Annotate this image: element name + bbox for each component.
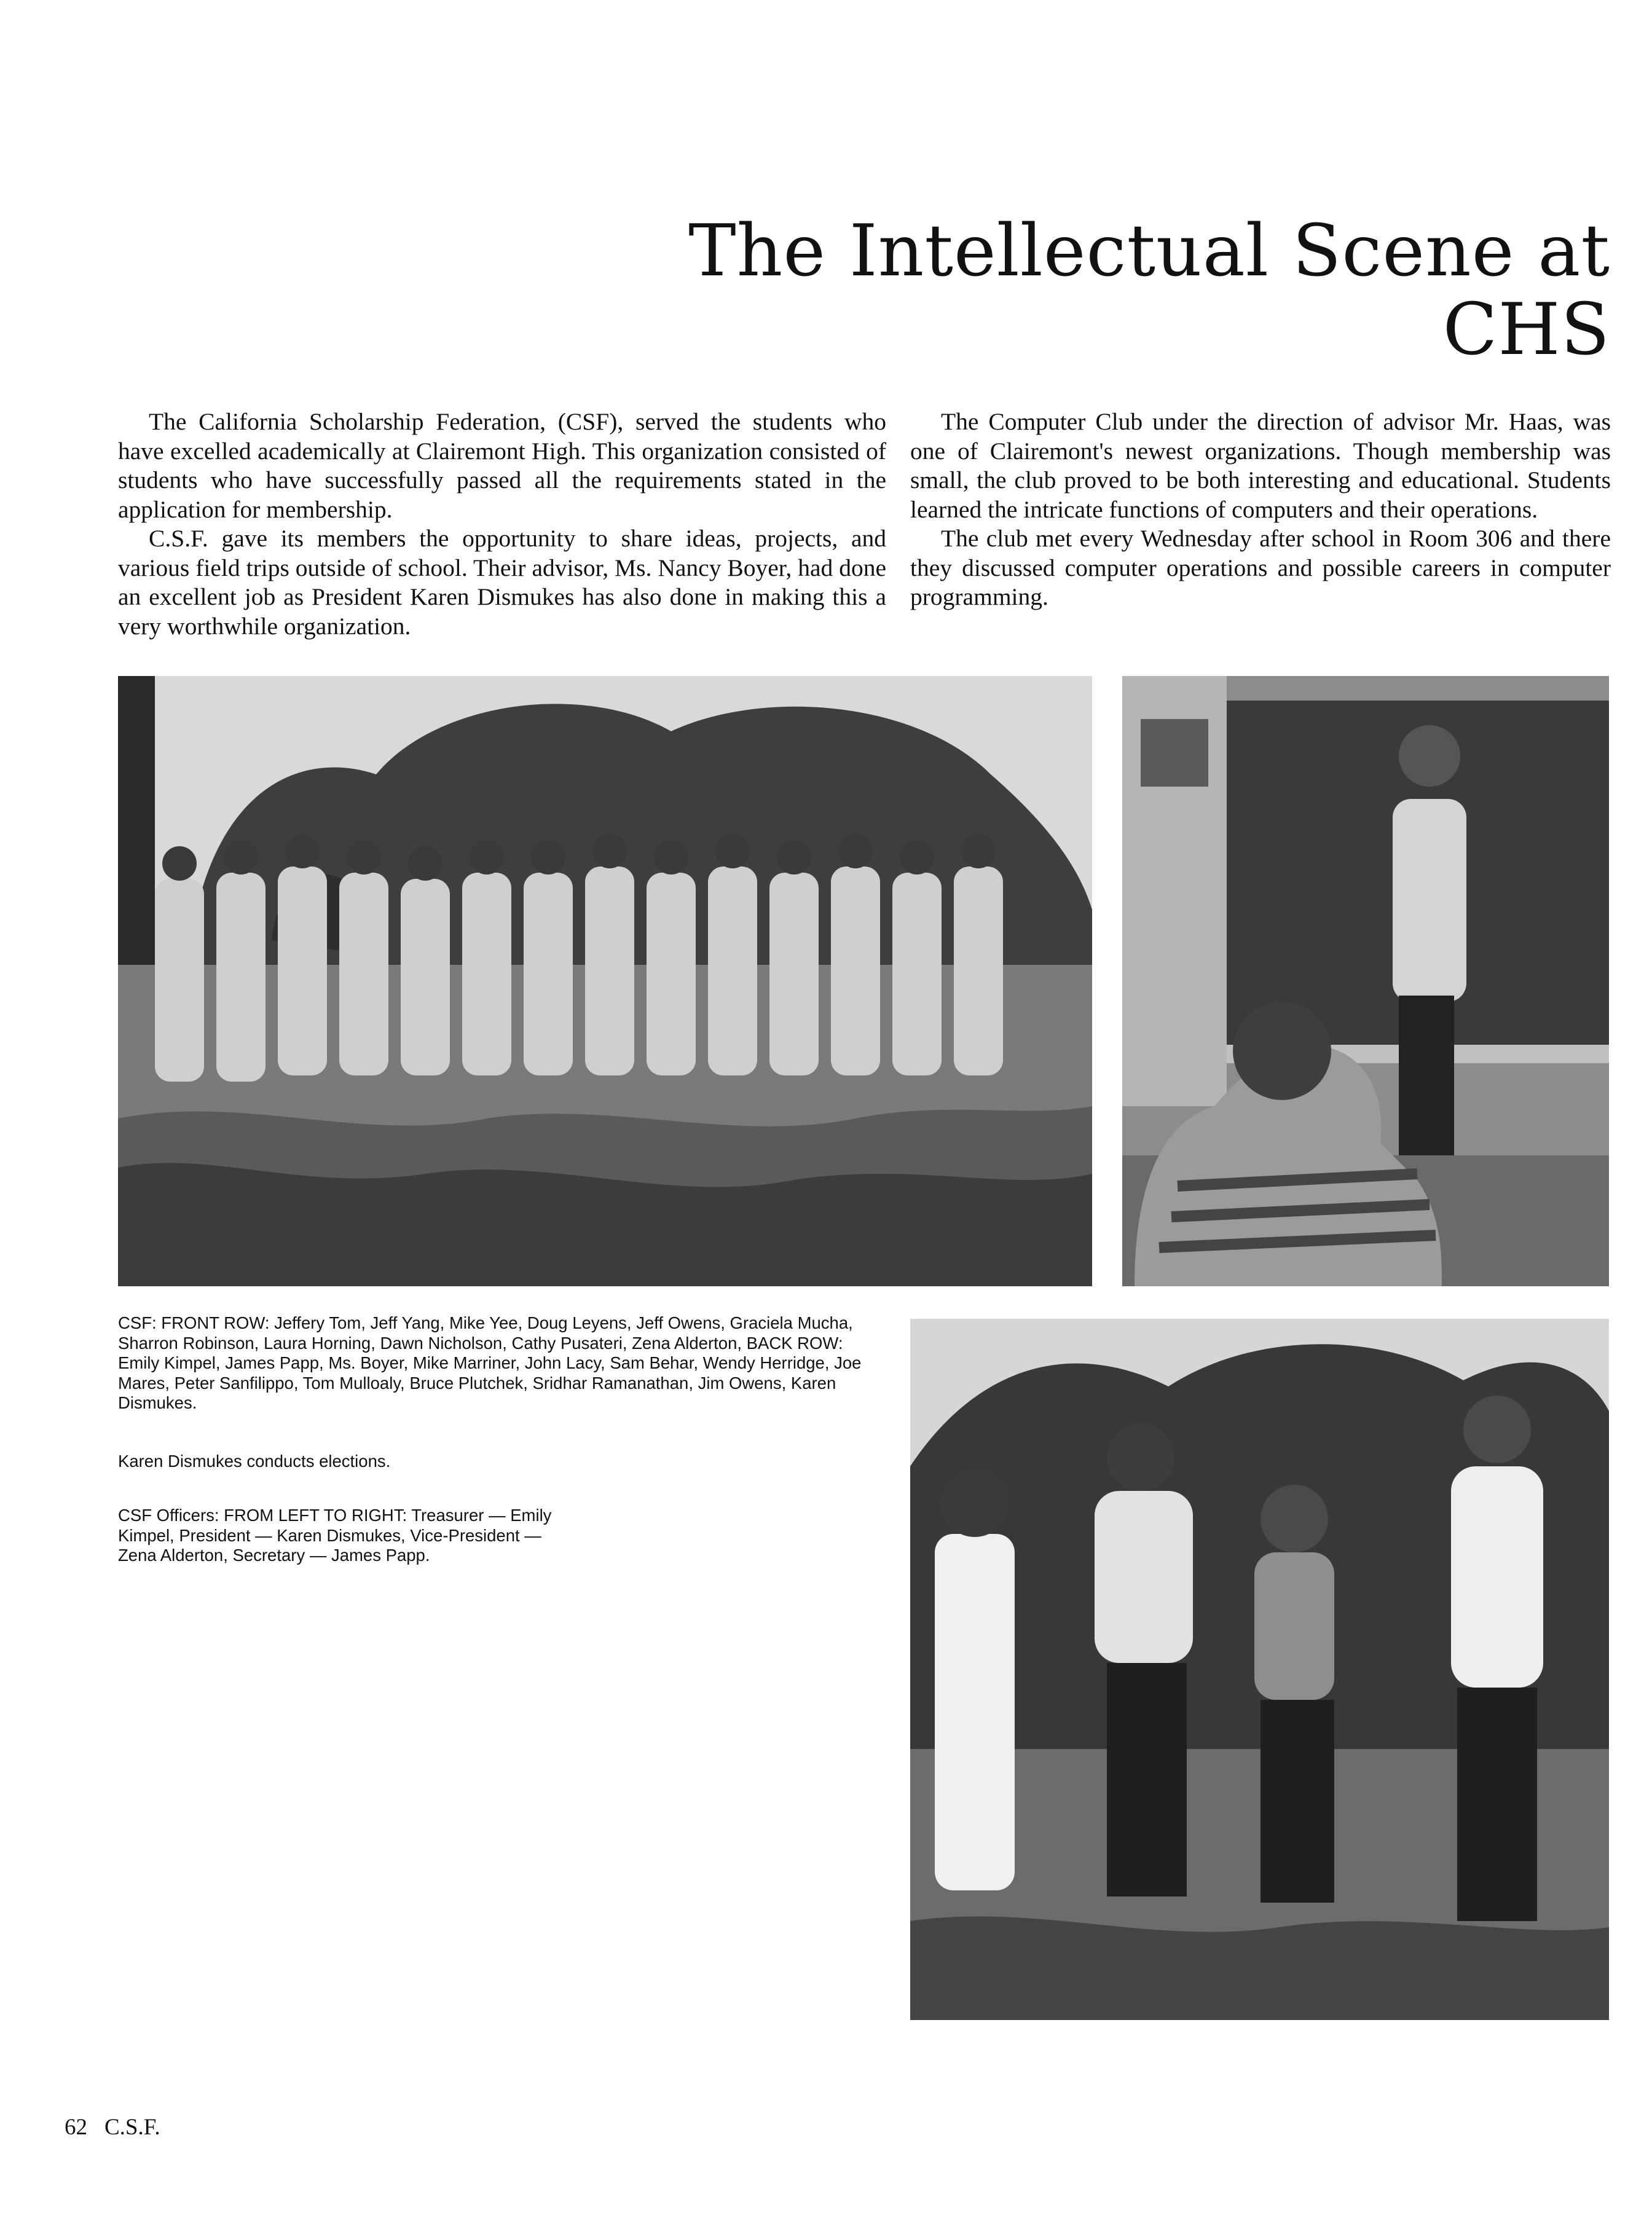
csf-group-photo	[118, 676, 1092, 1286]
page-folio	[65, 2114, 178, 2140]
officers-caption: CSF Officers: FROM LEFT TO RIGHT: Treasurer — Emily Kimpel, President — Karen Dismukes, Vice-President — Zena Alderton, Secretary — James Papp.	[118, 1506, 552, 1565]
page-number: 62	[65, 2115, 87, 2140]
computer-club-article	[910, 407, 1611, 612]
elections-caption: Karen Dismukes conducts elections.	[118, 1452, 391, 1471]
section-name: C.S.F.	[104, 2115, 160, 2140]
csf-paragraph-1: The California Scholarship Federation, (CSF), served the students who have excelled academically at Clairemont High. This organization consisted of students who have successfully passed all the requirements stated in the application for membership.	[118, 408, 886, 523]
group-photo-caption: CSF: FRONT ROW: Jeffery Tom, Jeff Yang, Mike Yee, Doug Leyens, Jeff Owens, Graciela Mucha, Sharron Robinson, Laura Horning, Dawn Nicholson, Cathy Pusateri, Zena Alderton, BACK ROW: Emily Kimpel, James Papp, Ms. Boyer, Mike Marriner, John Lacy, Sam Behar, Wendy Herridge, Joe Mares, Peter Sanfilippo, Tom Mulloaly, Bruce Plutchek, Sridhar Ramanathan, Jim Owens, Karen Dismukes.	[118, 1313, 862, 1412]
computer-club-photo	[1122, 676, 1609, 1286]
computer-club-paragraph-1: The Computer Club under the direction of advisor Mr. Haas, was one of Clairemont's newest organizations. Though membership was small, the club proved to be both interesting and educational. Students learned the intricate functions of computers and their operations.	[910, 408, 1611, 523]
csf-paragraph-2: C.S.F. gave its members the opportunity to share ideas, projects, and various field trips outside of school. Their advisor, Ms. Nancy Boyer, had done an excellent job as President Karen Dismukes has also done in making this a very worthwhile organization.	[118, 525, 886, 640]
csf-officers-photo	[910, 1319, 1609, 2020]
computer-club-paragraph-2: The club met every Wednesday after school in Room 306 and there they discussed computer operations and possible careers in computer programming.	[910, 525, 1611, 610]
page-title: The Intellectual Scene at CHS	[688, 210, 1610, 371]
csf-article	[118, 407, 886, 641]
